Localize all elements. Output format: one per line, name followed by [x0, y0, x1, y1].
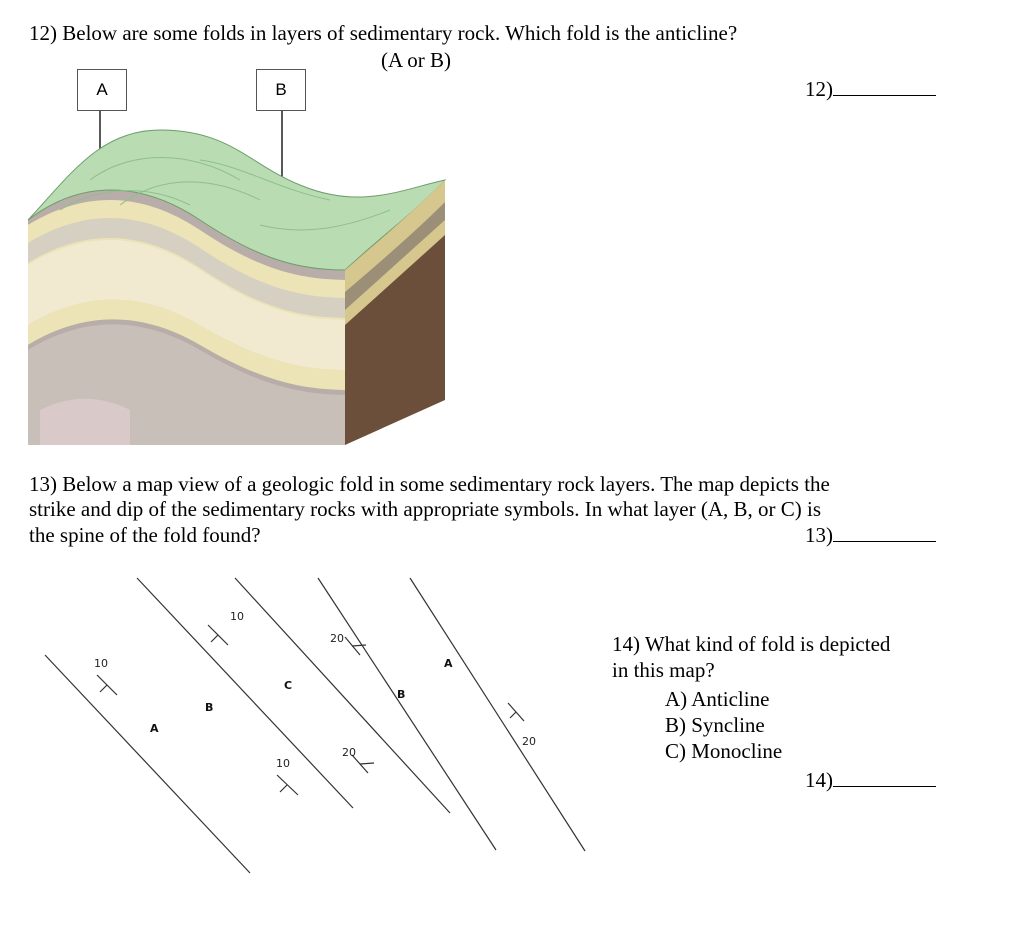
geologic-map [40, 565, 600, 885]
contact-line-5 [410, 578, 585, 851]
contact-lines [45, 578, 585, 873]
q12-answer-label: 12) [805, 77, 833, 101]
dip-value-1: 10 [94, 657, 108, 670]
q12-answer-blank[interactable] [833, 77, 936, 96]
q12-answer-line [805, 77, 936, 101]
q14-option-c: C) Monocline [665, 739, 783, 763]
strike-dip-symbol-2 [208, 625, 228, 645]
contact-line-1 [45, 655, 250, 873]
layer-label-b-left: B [205, 701, 214, 714]
fold-label-a: A [77, 69, 127, 111]
q14-line1: 14) What kind of fold is depicted [612, 632, 891, 656]
contact-line-2 [137, 578, 353, 808]
dip-value-4: 10 [276, 757, 290, 770]
layer-label-b-right: B [397, 688, 406, 701]
q14-answer-blank[interactable] [833, 768, 936, 787]
dip-value-3: 20 [330, 632, 344, 645]
q14-option-a: A) Anticline [665, 687, 770, 711]
q14-option-b: B) Syncline [665, 713, 765, 737]
dip-value-2: 10 [230, 610, 244, 623]
strike-dip-symbols [97, 625, 524, 795]
strike-dip-symbol-1 [97, 675, 117, 695]
dip-value-6: 20 [522, 735, 536, 748]
q13-line2: strike and dip of the sedimentary rocks with appropriate symbols. In what layer (A, B, or C) is [29, 497, 821, 521]
q13-answer-blank[interactable] [833, 523, 936, 542]
q14-answer-line [805, 768, 936, 792]
q12-question: 12) Below are some folds in layers of sedimentary rock. Which fold is the anticline? [29, 21, 738, 45]
q13-line1: 13) Below a map view of a geologic fold in some sedimentary rock layers. The map depicts the [29, 472, 830, 496]
fold-label-b: B [256, 69, 306, 111]
q14-answer-label: 14) [805, 768, 833, 792]
strike-dip-symbol-6 [508, 703, 524, 721]
contact-line-4 [318, 578, 496, 850]
layer-label-c: C [284, 679, 293, 692]
q14-line2: in this map? [612, 658, 715, 682]
fold-block-diagram [0, 70, 460, 450]
contact-line-3 [235, 578, 450, 813]
q13-answer-line [805, 523, 936, 547]
q12-choices: (A or B) [381, 48, 451, 72]
q13-line3: the spine of the fold found? [29, 523, 261, 547]
q13-answer-label: 13) [805, 523, 833, 547]
dip-value-5: 20 [342, 746, 356, 759]
layer-label-a-left: A [150, 722, 159, 735]
strike-dip-symbol-4 [277, 775, 298, 795]
layer-label-a-right: A [444, 657, 453, 670]
